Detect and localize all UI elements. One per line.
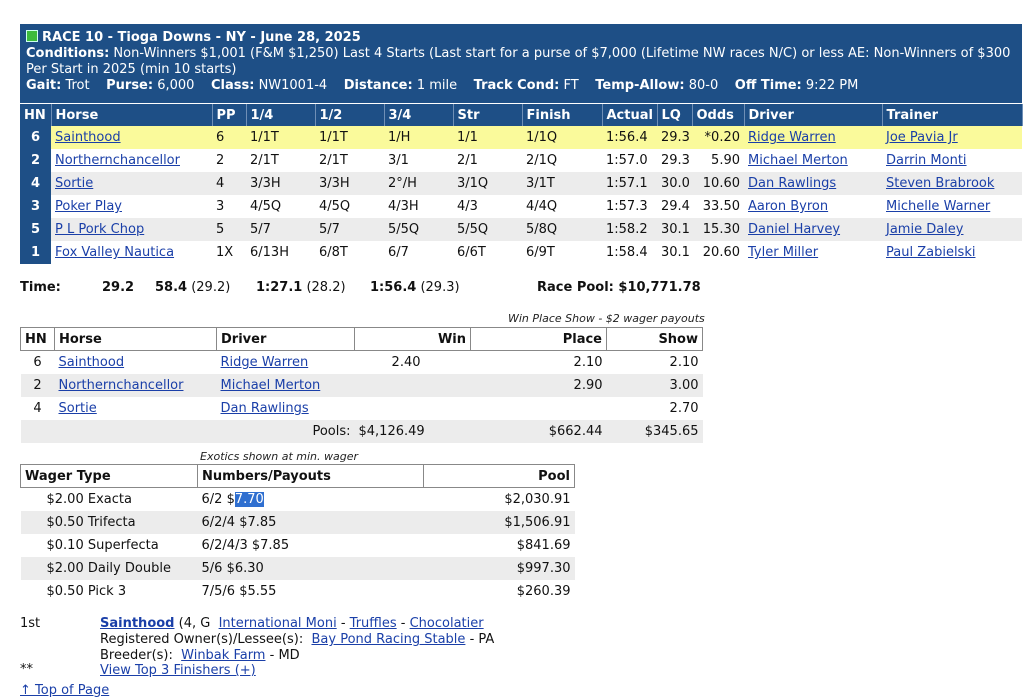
time-half: 58.4 (29.2) [155, 280, 231, 295]
horse-cell [51, 126, 212, 149]
wager-type: $0.50 Trifecta [21, 511, 198, 534]
wager-pool: $997.30 [424, 557, 575, 580]
actual-time: 1:57.0 [606, 153, 648, 168]
payout-driver-link[interactable]: Michael Merton [220, 378, 321, 393]
wager-numbers: 5/6 [201, 561, 223, 576]
driver-link[interactable]: Dan Rawlings [748, 176, 837, 191]
payout-place: 2.90 [471, 374, 607, 397]
results-col-header: Str [453, 104, 522, 126]
wager-amount: $7.85 [251, 538, 290, 553]
odds: *0.20 [692, 126, 744, 149]
results-row [20, 241, 1022, 264]
wager-type: $2.00 Exacta [46, 492, 132, 507]
pools-label: Pools: [217, 420, 355, 443]
horse-number: 3 [20, 195, 51, 218]
results-col-header: HN [20, 104, 51, 126]
view-top3-link[interactable]: View Top 3 Finishers (+) [100, 663, 256, 678]
trainer-link[interactable]: Michelle Warner [886, 199, 991, 214]
results-table [20, 104, 1023, 264]
payout-horse-link[interactable]: Sainthood [58, 355, 125, 370]
last-quarter: 29.4 [661, 199, 690, 214]
quarter-call: 5/7 [246, 218, 315, 241]
payout-hn: 6 [33, 355, 42, 370]
wager-numbers: 6/2/4 [201, 515, 236, 530]
odds: 5.90 [711, 153, 740, 168]
horse-link[interactable]: Northernchancellor [55, 153, 180, 168]
last-quarter: 29.3 [661, 153, 690, 168]
wager-amount: $ [226, 492, 235, 507]
payout-driver-link[interactable]: Ridge Warren [220, 355, 309, 370]
results-col-header: 1/2 [315, 104, 384, 126]
trainer-link[interactable]: Steven Brabrook [886, 176, 995, 191]
sire-link[interactable]: International Moni [218, 616, 337, 631]
exotics-col-header: Pool [424, 465, 575, 488]
time-final: 1:56.4 (29.3) [370, 280, 460, 295]
half-call: 2/1T [319, 153, 348, 168]
three-quarter-call: 6/7 [388, 245, 409, 260]
payouts-col-header: Win [355, 328, 471, 351]
results-col-header: LQ [657, 104, 692, 126]
wager-numbers: 6/2 [201, 492, 223, 507]
race-temp: 80-0 [688, 78, 719, 93]
wager-pool: $1,506.91 [424, 511, 575, 534]
trainer-link[interactable]: Paul Zabielski [886, 245, 976, 260]
trainer-link[interactable]: Joe Pavia Jr [886, 130, 958, 145]
horse-link[interactable]: Poker Play [55, 199, 122, 214]
stretch-call: 5/5Q [453, 218, 522, 241]
wager-pool: $260.39 [516, 584, 571, 599]
wager-amount: $6.30 [226, 561, 264, 576]
top-of-page-link[interactable]: ↑ Top of Page [20, 683, 110, 698]
place-pool: $662.44 [471, 420, 607, 443]
results-col-header: Finish [522, 104, 602, 126]
payouts-row [21, 397, 703, 420]
horse-cell [51, 218, 212, 241]
horse-cell [51, 241, 212, 264]
half-call: 1/1T [315, 126, 384, 149]
wager-numbers: 7/5/6 [201, 584, 236, 599]
driver-cell [744, 241, 882, 264]
results-col-header: Driver [744, 104, 882, 126]
trainer-cell [882, 126, 1022, 149]
wager-payout [198, 534, 424, 557]
results-col-header: Actual [602, 104, 657, 126]
owner-link[interactable]: Bay Pond Racing Stable [311, 632, 466, 647]
wager-payout [198, 557, 424, 580]
trainer-cell [882, 149, 1022, 172]
half-call: 6/8T [319, 245, 348, 260]
payouts-col-header: Driver [217, 328, 355, 351]
exotics-row [21, 580, 575, 603]
payouts-row [21, 351, 703, 375]
post-position: 2 [216, 153, 225, 168]
actual-time: 1:56.4 [602, 126, 657, 149]
finish-call: 2/1Q [526, 153, 558, 168]
winner-info: Sainthood (4, G International Moni - Truffles - Chocolatier [100, 616, 484, 631]
results-row [20, 126, 1022, 149]
results-col-header: Trainer [882, 104, 1022, 126]
footnote-stars: ** [20, 662, 33, 677]
race-class: NW1001-4 [258, 78, 328, 93]
race-gait: Trot [65, 78, 90, 93]
finish-call: 3/1T [522, 172, 602, 195]
wager-pool: $841.69 [516, 538, 571, 553]
finish-place: 1st [20, 616, 41, 631]
payouts-col-header: Horse [55, 328, 217, 351]
stretch-call: 6/6T [457, 245, 486, 260]
three-quarter-call: 1/H [384, 126, 453, 149]
stretch-call: 1/1 [453, 126, 522, 149]
payouts-row [21, 374, 703, 397]
horse-cell [51, 172, 212, 195]
payout-horse-cell [55, 397, 217, 420]
stretch-call: 3/1Q [453, 172, 522, 195]
driver-cell [744, 218, 882, 241]
dam-link[interactable]: Truffles [349, 616, 397, 631]
race-status-icon [26, 30, 38, 42]
post-position: 3 [216, 199, 225, 214]
driver-cell [744, 149, 882, 172]
horse-link[interactable]: Fox Valley Nautica [55, 245, 175, 260]
exotics-col-header: Wager Type [21, 465, 198, 488]
payouts-note: Win Place Show - $2 wager payouts [508, 312, 705, 325]
winner-age-sex: (4, G [178, 616, 211, 631]
breeder-link[interactable]: Winbak Farm [181, 648, 266, 663]
race-header: RACE 10 - Tioga Downs - NY - June 28, 2025 Conditions: Non-Winners $1,001 (F&M $1,250) Last 4 Starts (Last start for a purse of $7,000 (Lifetime NW races N/C) or less AE: Non-Winners of $300 Per Start in 2025 (min 10 starts) Gait: Trot Purse: 6,000 Class: NW1001-4 Distance: 1 mile Track Cond: FT Temp-Allow: 80-0 Off Time: 9:22 PM [20, 24, 1022, 103]
payouts-col-header: HN [21, 328, 55, 351]
payouts-table [20, 327, 703, 443]
half-call: 5/7 [315, 218, 384, 241]
trainer-link[interactable]: Darrin Monti [886, 153, 967, 168]
payout-horse-cell [55, 351, 217, 375]
horse-number: 6 [20, 126, 51, 149]
post-position: 1X [216, 245, 234, 260]
payout-place [471, 397, 607, 420]
results-col-header: PP [212, 104, 246, 126]
horse-link[interactable]: P L Pork Chop [55, 222, 145, 237]
driver-link[interactable]: Michael Merton [748, 153, 848, 168]
three-quarter-call: 5/5Q [384, 218, 453, 241]
actual-time: 1:57.3 [606, 199, 648, 214]
damsire-link[interactable]: Chocolatier [409, 616, 484, 631]
horse-number: 4 [20, 172, 51, 195]
payout-hn: 4 [33, 401, 42, 416]
finish-call: 4/4Q [526, 199, 558, 214]
time-label: Time: [20, 280, 61, 295]
actual-time: 1:57.1 [602, 172, 657, 195]
race-off-time: 9:22 PM [805, 78, 859, 93]
wager-amount: $5.55 [239, 584, 277, 599]
payouts-col-header: Place [471, 328, 607, 351]
exotics-row [21, 511, 575, 534]
payout-show: 3.00 [607, 374, 703, 397]
driver-cell [744, 195, 882, 218]
driver-link[interactable]: Ridge Warren [748, 130, 836, 145]
payout-driver-cell [217, 374, 355, 397]
horse-cell [51, 149, 212, 172]
last-quarter: 29.3 [657, 126, 692, 149]
breeder-line: Breeder(s): Winbak Farm - MD [100, 648, 300, 663]
horse-number: 2 [20, 149, 51, 172]
wager-amount: $7.85 [239, 515, 277, 530]
payout-win [355, 397, 471, 420]
payout-driver-cell [217, 397, 355, 420]
race-conditions: Non-Winners $1,001 (F&M $1,250) Last 4 Starts (Last start for a purse of $7,000 (Lifetime NW races N/C) or less AE: Non-Winners of $300 Per Start in 2025 (min 10 starts) [26, 46, 1011, 77]
winner-horse-link[interactable]: Sainthood [100, 616, 175, 631]
odds: 15.30 [692, 218, 744, 241]
horse-cell [51, 195, 212, 218]
driver-link[interactable]: Tyler Miller [748, 245, 819, 260]
wager-type: $2.00 Daily Double [21, 557, 198, 580]
half-call: 4/5Q [319, 199, 351, 214]
payout-show: 2.70 [669, 401, 699, 416]
quarter-call: 4/5Q [250, 199, 282, 214]
payout-horse-link[interactable]: Northernchancellor [58, 378, 184, 393]
odds: 10.60 [692, 172, 744, 195]
race-purse: 6,000 [157, 78, 195, 93]
show-pool: $345.65 [607, 420, 703, 443]
payout-driver-cell [217, 351, 355, 375]
results-row [20, 149, 1022, 172]
actual-time: 1:58.2 [602, 218, 657, 241]
stretch-call: 2/1 [457, 153, 478, 168]
finish-call: 5/8Q [522, 218, 602, 241]
wager-payout [198, 511, 424, 534]
wager-pool: $2,030.91 [504, 492, 571, 507]
exotics-row [21, 534, 575, 557]
quarter-call: 2/1T [250, 153, 279, 168]
three-quarter-call: 3/1 [388, 153, 409, 168]
exotics-table [20, 464, 575, 603]
exotics-col-header: Numbers/Payouts [198, 465, 424, 488]
driver-link[interactable]: Aaron Byron [748, 199, 829, 214]
payout-place: 2.10 [573, 355, 603, 370]
post-position: 5 [212, 218, 246, 241]
trainer-cell [882, 172, 1022, 195]
win-pool: $4,126.49 [355, 420, 471, 443]
results-col-header: 3/4 [384, 104, 453, 126]
payouts-col-header: Show [607, 328, 703, 351]
finish-call: 1/1Q [522, 126, 602, 149]
last-quarter: 30.0 [657, 172, 692, 195]
payout-driver-link[interactable]: Dan Rawlings [220, 401, 309, 416]
payout-hn: 2 [21, 374, 55, 397]
results-col-header: Odds [692, 104, 744, 126]
three-quarter-call: 2°/H [384, 172, 453, 195]
time-three-quarter: 1:27.1 (28.2) [256, 280, 346, 295]
exotics-note: Exotics shown at min. wager [200, 450, 359, 463]
post-position: 6 [212, 126, 246, 149]
exotics-row [21, 488, 575, 512]
race-title: RACE 10 - Tioga Downs - NY - June 28, 2025 [42, 30, 361, 45]
driver-cell [744, 172, 882, 195]
exotics-row [21, 557, 575, 580]
wager-type: $0.50 Pick 3 [46, 584, 127, 599]
payout-horse-cell [55, 374, 217, 397]
quarter-call: 3/3H [246, 172, 315, 195]
horse-number: 1 [20, 241, 51, 264]
race-distance: 1 mile [416, 78, 458, 93]
payout-show: 2.10 [669, 355, 699, 370]
trainer-link[interactable]: Jamie Daley [886, 222, 964, 237]
payout-win [355, 374, 471, 397]
wager-type: $0.10 Superfecta [46, 538, 159, 553]
half-call: 3/3H [315, 172, 384, 195]
odds: 33.50 [702, 199, 740, 214]
quarter-call: 1/1T [246, 126, 315, 149]
quarter-call: 6/13H [250, 245, 289, 260]
time-quarter: 29.2 [102, 280, 135, 295]
trainer-cell [882, 218, 1022, 241]
trainer-cell [882, 241, 1022, 264]
stretch-call: 4/3 [457, 199, 478, 214]
odds: 20.60 [702, 245, 740, 260]
wager-amount-selected: 7.70 [234, 492, 264, 507]
driver-cell [744, 126, 882, 149]
results-col-header: 1/4 [246, 104, 315, 126]
results-row [20, 195, 1022, 218]
results-row [20, 172, 1022, 195]
wager-numbers: 6/2/4/3 [201, 538, 248, 553]
horse-number: 5 [20, 218, 51, 241]
owner-line: Registered Owner(s)/Lessee(s): Bay Pond Racing Stable - PA [100, 632, 495, 647]
race-pool: Race Pool: $10,771.78 [537, 280, 701, 295]
payouts-pools-row [21, 420, 703, 443]
payout-win: 2.40 [391, 355, 421, 370]
horse-link[interactable]: Sainthood [55, 130, 121, 145]
trainer-cell [882, 195, 1022, 218]
results-col-header: Horse [51, 104, 212, 126]
wager-payout [198, 488, 424, 512]
wager-payout [198, 580, 424, 603]
horse-link[interactable]: Sortie [55, 176, 94, 191]
last-quarter: 30.1 [657, 218, 692, 241]
finish-call: 6/9T [526, 245, 555, 260]
three-quarter-call: 4/3H [388, 199, 419, 214]
race-track-cond: FT [563, 78, 579, 93]
post-position: 4 [212, 172, 246, 195]
actual-time: 1:58.4 [606, 245, 648, 260]
payout-horse-link[interactable]: Sortie [58, 401, 97, 416]
last-quarter: 30.1 [661, 245, 690, 260]
results-row [20, 218, 1022, 241]
driver-link[interactable]: Daniel Harvey [748, 222, 841, 237]
